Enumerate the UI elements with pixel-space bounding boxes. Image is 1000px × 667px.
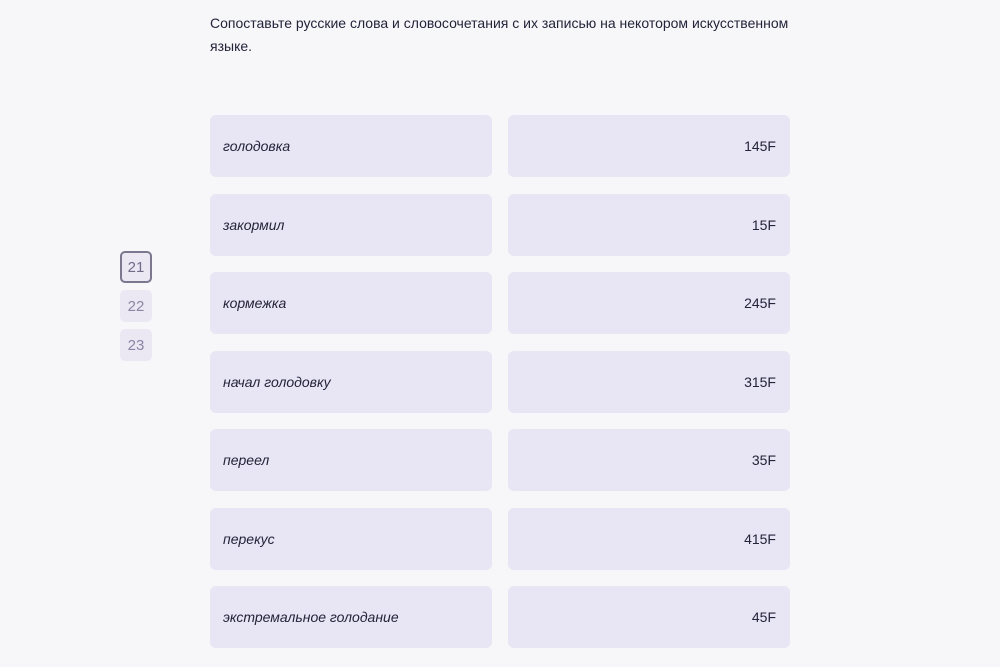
words-column [210,115,492,665]
word-card[interactable]: перекус [210,508,492,570]
question-nav-item-22[interactable]: 22 [120,290,152,322]
word-card[interactable]: экстремальное голодание [210,586,492,648]
question-nav-item-21[interactable]: 21 [120,251,152,283]
question-nav [120,251,154,368]
code-card[interactable]: 145F [508,115,790,177]
codes-column [508,115,790,665]
word-card[interactable]: начал голодовку [210,351,492,413]
code-card[interactable]: 15F [508,194,790,256]
word-card[interactable]: закормил [210,194,492,256]
question-nav-item-23[interactable]: 23 [120,329,152,361]
code-card[interactable]: 415F [508,508,790,570]
word-card[interactable]: кормежка [210,272,492,334]
word-card[interactable]: переел [210,429,492,491]
code-card[interactable]: 315F [508,351,790,413]
code-card[interactable]: 245F [508,272,790,334]
code-card[interactable]: 35F [508,429,790,491]
code-card[interactable]: 45F [508,586,790,648]
word-card[interactable]: голодовка [210,115,492,177]
task-instruction: Сопоставьте русские слова и словосочетания с их записью на некотором искусственном языке. [210,15,789,54]
